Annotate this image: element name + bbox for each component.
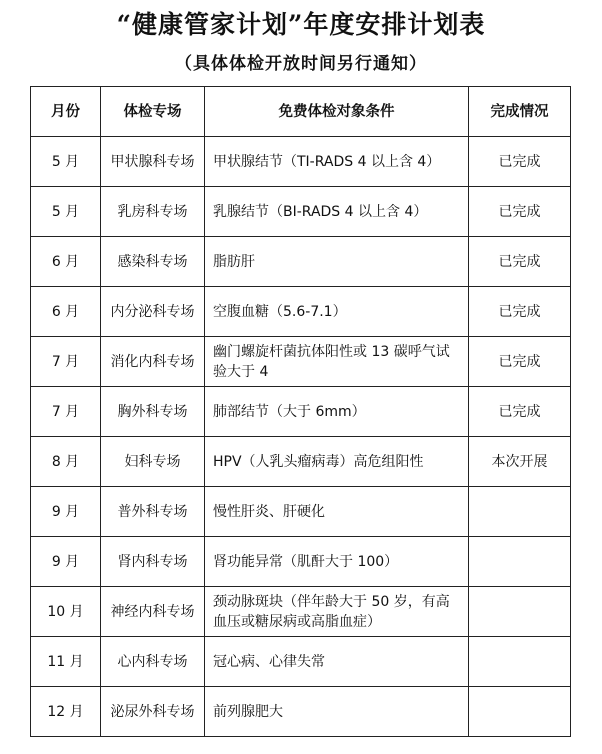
month-cell: 11 月 (31, 637, 101, 687)
month-cell: 6 月 (31, 237, 101, 287)
department-cell: 泌尿外科专场 (101, 687, 205, 737)
condition-cell: 甲状腺结节（TI-RADS 4 以上含 4） (205, 137, 469, 187)
month-cell: 9 月 (31, 537, 101, 587)
department-cell: 妇科专场 (101, 437, 205, 487)
condition-cell: 颈动脉斑块（伴年龄大于 50 岁，有高血压或糖尿病或高脂血症） (205, 587, 469, 637)
month-cell: 5 月 (31, 137, 101, 187)
page-title: “健康管家计划”年度安排计划表 (116, 10, 486, 39)
month-cell: 10 月 (31, 587, 101, 637)
condition-cell: 幽门螺旋杆菌抗体阳性或 13 碳呼气试验大于 4 (205, 337, 469, 387)
status-cell (469, 587, 571, 637)
condition-cell: 肾功能异常（肌酐大于 100） (205, 537, 469, 587)
table-row (31, 687, 571, 737)
table-row (31, 487, 571, 537)
table-row (31, 187, 571, 237)
header-month: 月份 (31, 87, 101, 137)
month-cell: 7 月 (31, 337, 101, 387)
page-subtitle: （具体体检开放时间另行通知） (175, 54, 427, 74)
department-cell: 普外科专场 (101, 487, 205, 537)
status-cell (469, 637, 571, 687)
header-status: 完成情况 (469, 87, 571, 137)
table-row (31, 337, 571, 387)
department-cell: 甲状腺科专场 (101, 137, 205, 187)
status-cell: 已完成 (469, 237, 571, 287)
month-cell: 7 月 (31, 387, 101, 437)
condition-cell: HPV（人乳头瘤病毒）高危组阳性 (205, 437, 469, 487)
header-department: 体检专场 (101, 87, 205, 137)
condition-cell: 慢性肝炎、肝硬化 (205, 487, 469, 537)
status-cell: 已完成 (469, 287, 571, 337)
department-cell: 内分泌科专场 (101, 287, 205, 337)
department-cell: 胸外科专场 (101, 387, 205, 437)
status-cell (469, 537, 571, 587)
table-row (31, 137, 571, 187)
condition-cell: 脂肪肝 (205, 237, 469, 287)
header-condition: 免费体检对象条件 (205, 87, 469, 137)
department-cell: 心内科专场 (101, 637, 205, 687)
table-row (31, 287, 571, 337)
month-cell: 12 月 (31, 687, 101, 737)
condition-cell: 乳腺结节（BI-RADS 4 以上含 4） (205, 187, 469, 237)
condition-cell: 空腹血糖（5.6-7.1） (205, 287, 469, 337)
month-cell: 9 月 (31, 487, 101, 537)
month-cell: 5 月 (31, 187, 101, 237)
status-cell: 已完成 (469, 187, 571, 237)
condition-cell: 肺部结节（大于 6mm） (205, 387, 469, 437)
status-cell: 本次开展 (469, 437, 571, 487)
status-cell (469, 687, 571, 737)
department-cell: 神经内科专场 (101, 587, 205, 637)
table-row (31, 387, 571, 437)
status-cell (469, 487, 571, 537)
schedule-table (30, 86, 571, 737)
table-header-row (31, 87, 571, 137)
department-cell: 消化内科专场 (101, 337, 205, 387)
department-cell: 肾内科专场 (101, 537, 205, 587)
month-cell: 8 月 (31, 437, 101, 487)
status-cell: 已完成 (469, 387, 571, 437)
status-cell: 已完成 (469, 337, 571, 387)
table-row (31, 237, 571, 287)
condition-cell: 冠心病、心律失常 (205, 637, 469, 687)
month-cell: 6 月 (31, 287, 101, 337)
department-cell: 感染科专场 (101, 237, 205, 287)
department-cell: 乳房科专场 (101, 187, 205, 237)
table-row (31, 587, 571, 637)
table-row (31, 437, 571, 487)
condition-cell: 前列腺肥大 (205, 687, 469, 737)
status-cell: 已完成 (469, 137, 571, 187)
table-row (31, 537, 571, 587)
table-row (31, 637, 571, 687)
